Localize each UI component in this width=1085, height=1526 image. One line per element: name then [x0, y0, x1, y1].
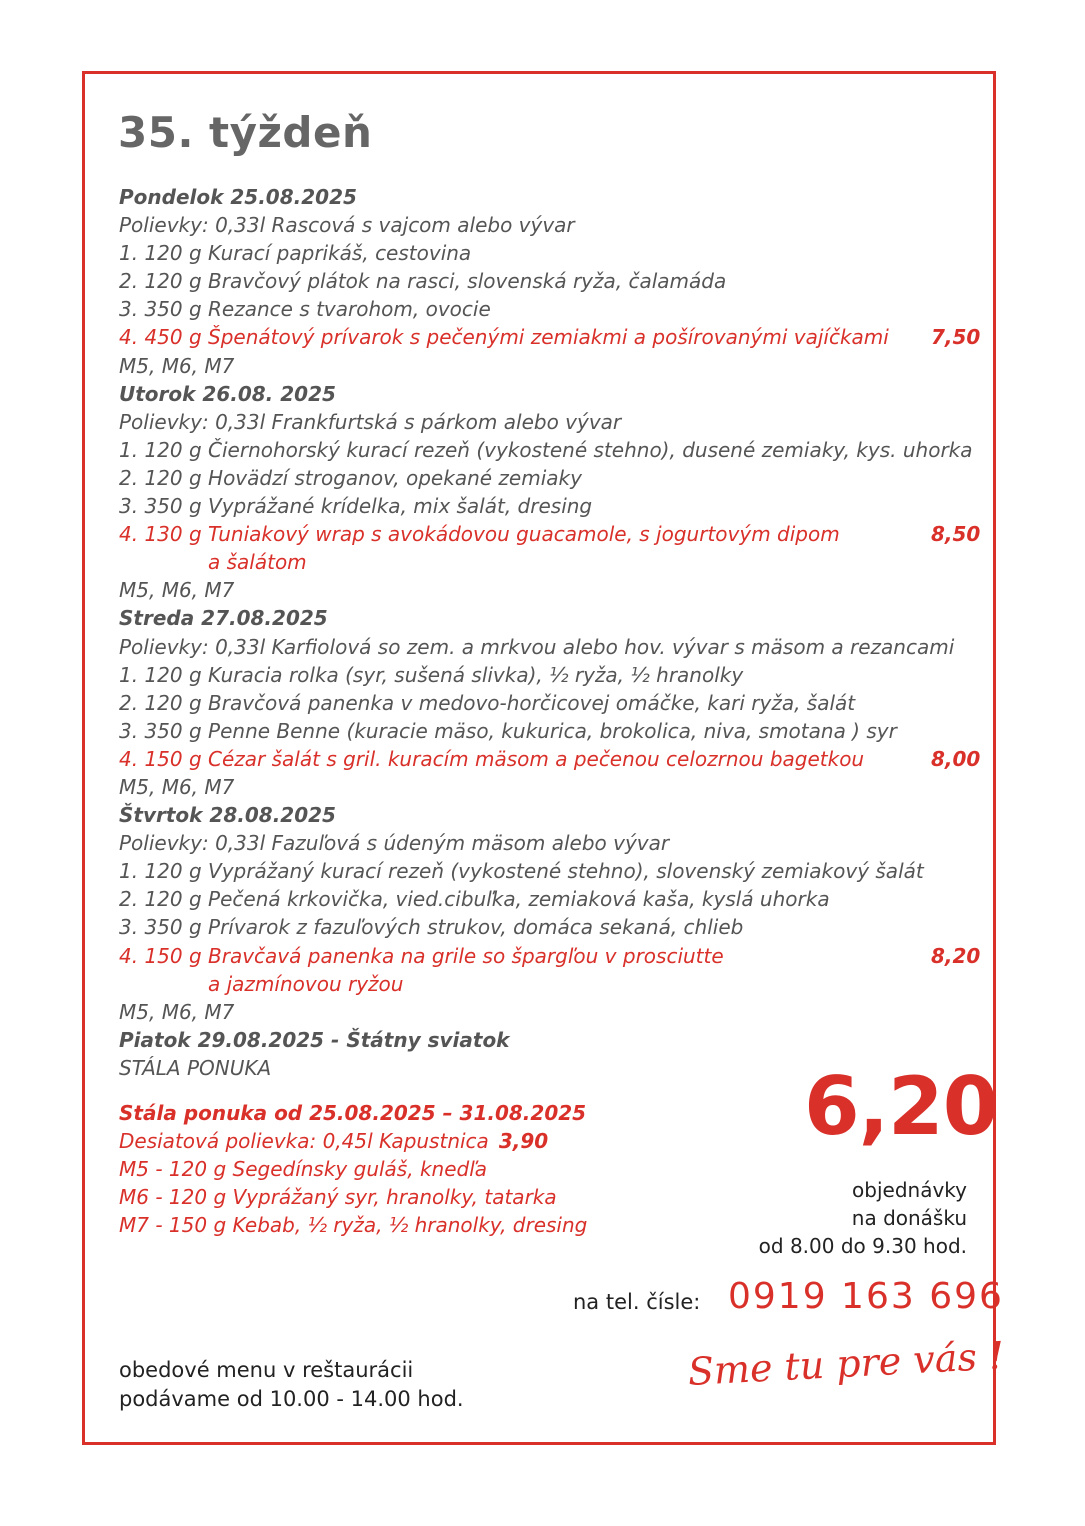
- standing-offer-item: M5 - 120 g Segedínsky guláš, knedľa: [119, 1157, 488, 1182]
- menu-line-text: 2. 120 g Bravčový plátok na rasci, slovenská ryža, čalamáda: [119, 269, 727, 294]
- day-heading: [119, 183, 999, 211]
- restaurant-hours: [119, 1356, 464, 1414]
- menu-line: [119, 773, 999, 801]
- menu-price: 8,20: [931, 943, 981, 968]
- day-heading: [119, 1026, 999, 1054]
- menu-line-text: 4. 450 g Špenátový prívarok s pečenými zemiakmi a pošírovanými vajíčkami: [119, 325, 889, 350]
- hours-line: podávame od 10.00 - 14.00 hod.: [119, 1387, 464, 1411]
- menu-line-text: 2. 120 g Hovädzí stroganov, opekané zemiaky: [119, 465, 582, 490]
- menu-line: [119, 464, 999, 492]
- standing-offer-soup: [119, 1127, 587, 1155]
- menu-line-text: M5, M6, M7: [119, 353, 235, 378]
- menu-line: [119, 408, 999, 436]
- menu-line: [119, 211, 999, 239]
- menu-line-text: 1. 120 g Kuracia rolka (syr, sušená slivka), ½ ryža, ½ hranolky: [119, 662, 744, 687]
- menu-line: [119, 942, 999, 970]
- menu-line: [119, 857, 999, 885]
- menu-line-text: 3. 350 g Vyprážané krídelka, mix šalát, dresing: [119, 494, 593, 519]
- menu-line-text: 1. 120 g Kurací paprikáš, cestovina: [119, 241, 472, 266]
- menu-line-text: Polievky: 0,33l Frankfurtská s párkom alebo vývar: [119, 409, 622, 434]
- menu-line: [119, 998, 999, 1026]
- menu-line-text: Štvrtok 28.08.2025: [119, 803, 336, 828]
- menu-line: [119, 323, 999, 351]
- menu-line-text: Utorok 26.08. 2025: [119, 381, 336, 406]
- standing-offer-heading: Stála ponuka od 25.08.2025 – 31.08.2025: [119, 1101, 587, 1125]
- menu-line-text: 4. 150 g Bravčavá panenka na grile so špargľou v prosciutte: [119, 943, 724, 968]
- delivery-line: objednávky: [852, 1178, 967, 1202]
- day-heading: [119, 380, 999, 408]
- menu-line: [119, 576, 999, 604]
- menu-line-text: a jazmínovou ryžou: [208, 971, 404, 996]
- menu-line: [119, 548, 999, 576]
- delivery-line: od 8.00 do 9.30 hod.: [758, 1234, 967, 1258]
- menu-line-text: M5, M6, M7: [119, 999, 235, 1024]
- menu-line-text: Polievky: 0,33l Fazuľová s údeným mäsom alebo vývar: [119, 831, 670, 856]
- menu-line: [119, 492, 999, 520]
- day-heading: [119, 604, 999, 632]
- menu-line: [119, 436, 999, 464]
- menu-line-text: 2. 120 g Bravčová panenka v medovo-horčicovej omáčke, kari ryža, šalát: [119, 690, 856, 715]
- slogan: Sme tu pre vás !: [686, 1333, 1006, 1394]
- menu-line: [119, 661, 999, 689]
- soup-price: 3,90: [498, 1129, 549, 1154]
- menu-line-text: 3. 350 g Penne Benne (kuracie mäso, kukurica, brokolica, niva, smotana ) syr: [119, 718, 897, 743]
- delivery-info: [759, 1176, 967, 1260]
- menu-line: [119, 745, 999, 773]
- standing-offer-item: M6 - 120 g Vyprážaný syr, hranolky, tatarka: [119, 1185, 557, 1210]
- menu-line-text: 4. 150 g Cézar šalát s gril. kuracím mäsom a pečenou celozrnou bagetkou: [119, 746, 865, 771]
- menu-line-text: 2. 120 g Pečená krkovička, vied.cibuľka, zemiaková kaša, kyslá uhorka: [119, 887, 830, 912]
- menu-line: [119, 295, 999, 323]
- standing-offer-item: M7 - 150 g Kebab, ½ ryža, ½ hranolky, dresing: [119, 1213, 588, 1238]
- menu-line: [119, 717, 999, 745]
- menu-line: [119, 267, 999, 295]
- soup-text: Desiatová polievka: 0,45l Kapustnica: [119, 1129, 489, 1154]
- menu-line-text: Pondelok 25.08.2025: [119, 185, 357, 209]
- day-heading: [119, 801, 999, 829]
- phone-label: na tel. čísle:: [573, 1290, 701, 1314]
- menu-line-text: Polievky: 0,33l Karfiolová so zem. a mrkvou alebo hov. vývar s mäsom a rezancami: [119, 634, 955, 659]
- menu-line-text: Streda 27.08.2025: [119, 606, 328, 631]
- menu-line-text: M5, M6, M7: [119, 774, 235, 799]
- menu-line-text: 4. 130 g Tuniakový wrap s avokádovou guacamole, s jogurtovým dipom: [119, 522, 840, 547]
- phone-number[interactable]: 0919 163 696: [728, 1276, 1004, 1317]
- delivery-line: na donášku: [851, 1206, 967, 1230]
- menu-line: [119, 689, 999, 717]
- menu-line-text: Piatok 29.08.2025 - Štátny sviatok: [119, 1027, 510, 1052]
- menu-line: [119, 913, 999, 941]
- weekly-menu: [119, 183, 999, 1082]
- menu-line-text: 3. 350 g Prívarok z fazuľových strukov, domáca sekaná, chlieb: [119, 915, 744, 940]
- menu-line-text: 1. 120 g Vyprážaný kurací rezeň (vykostené stehno), slovenský zemiakový šalát: [119, 859, 924, 884]
- menu-line: [119, 829, 999, 857]
- menu-line-text: M5, M6, M7: [119, 578, 235, 603]
- menu-line-text: 1. 120 g Čiernohorský kurací rezeň (vykostené stehno), dusené zemiaky, kys. uhorka: [119, 437, 973, 462]
- menu-price: 8,50: [931, 522, 981, 547]
- menu-line: [119, 970, 999, 998]
- menu-line-text: 3. 350 g Rezance s tvarohom, ovocie: [119, 297, 491, 322]
- week-title: 35. týždeň: [118, 108, 373, 157]
- menu-line: [119, 352, 999, 380]
- menu-line-text: STÁLA PONUKA: [119, 1055, 272, 1080]
- menu-line: [119, 885, 999, 913]
- standing-offer: [119, 1099, 587, 1239]
- hours-line: obedové menu v reštaurácii: [119, 1358, 414, 1382]
- menu-line-text: a šalátom: [208, 550, 307, 575]
- menu-line: [119, 239, 999, 267]
- menu-line: [119, 633, 999, 661]
- menu-line: [119, 520, 999, 548]
- standing-offer-price: 6,20: [804, 1060, 998, 1153]
- menu-price: 7,50: [931, 325, 981, 350]
- menu-price: 8,00: [931, 746, 981, 771]
- menu-line-text: Polievky: 0,33l Rascová s vajcom alebo vývar: [119, 213, 575, 238]
